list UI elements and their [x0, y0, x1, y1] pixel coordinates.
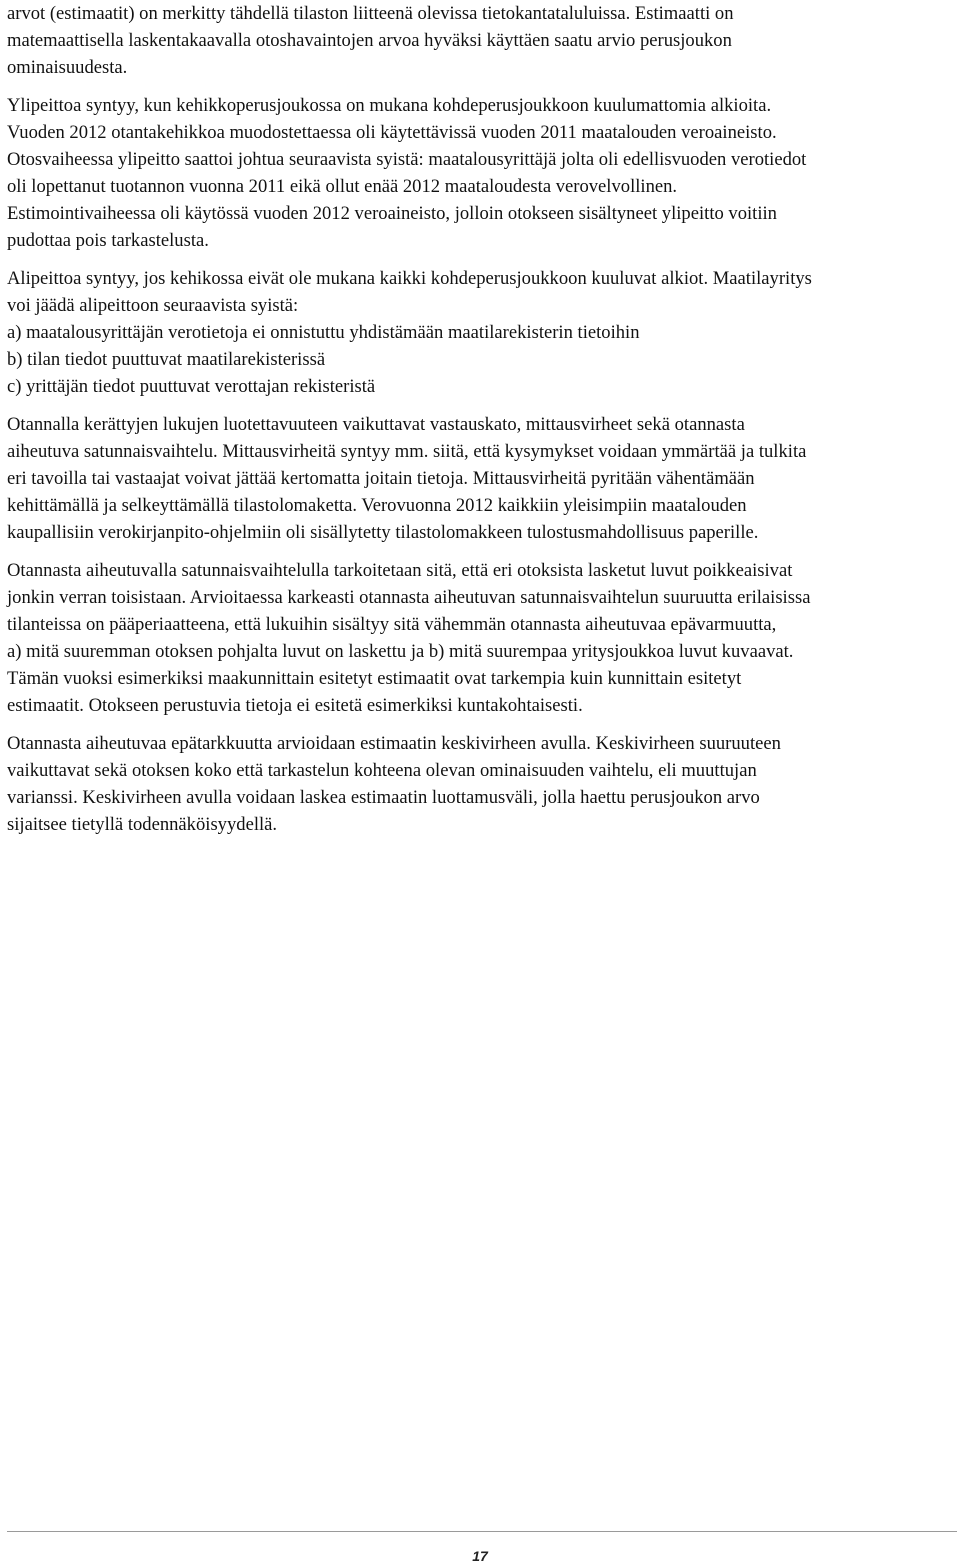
- footer-divider: [7, 1531, 957, 1532]
- paragraph-undercoverage: Alipeittoa syntyy, jos kehikossa eivät ole mukana kaikki kohdeperusjoukkoon kuuluvat alkiot. Maatilayritys voi jäädä alipeittoon seuraavista syistä: a) maatalousyrittäjän verotietoja ei onnistuttu yhdistämään maatilarekisterin tietoihin b) tilan tiedot puuttuvat maatilarekisterissä c) yrittäjän tiedot puuttuvat verottajan rekisteristä: [7, 268, 812, 397]
- document-body: [7, 0, 957, 849]
- paragraph-standard-error: Otannasta aiheutuvaa epätarkkuutta arvioidaan estimaatin keskivirheen avulla. Keskivirheen suuruuteen vaikuttavat sekä otoksen koko että tarkastelun kohteena olevan ominaisuuden vaihtelu, eli muuttujan varianssi. Keskivirheen avulla voidaan laskea estimaatin luottamusväli, jolla haettu perusjoukon arvo sijaitsee tietyllä todennäköisyydellä.: [7, 733, 781, 835]
- paragraph-overcoverage: Ylipeittoa syntyy, kun kehikkoperusjoukossa on mukana kohdeperusjoukkoon kuulumattomia alkioita. Vuoden 2012 otantakehikkoa muodostettaessa oli käytettävissä vuoden 2011 maatalouden veroaineisto. Otosvaiheessa ylipeitto saattoi johtua seuraavista syistä: maatalousyrittäjä jolta oli edellisvuoden verotiedot oli lopettanut tuotannon vuonna 2011 eikä ollut enää 2012 maataloudesta verovelvollinen. Estimointivaiheessa oli käytössä vuoden 2012 veroaineisto, jolloin otokseen sisältyneet ylipeitto voitiin pudottaa pois tarkastelusta.: [7, 95, 807, 251]
- paragraph-estimate-definition: arvot (estimaatit) on merkitty tähdellä tilaston liitteenä olevissa tietokantataluluissa. Estimaatti on matemaattisella laskentakaavalla otoshavaintojen arvoa hyväksi käyttäen saatu arvio perusjoukon ominaisuudesta.: [7, 3, 734, 78]
- paragraph-sampling-variation: Otannasta aiheutuvalla satunnaisvaihtelulla tarkoitetaan sitä, että eri otoksista lasketut luvut poikkeaisivat jonkin verran toisistaan. Arvioitaessa karkeasti otannasta aiheutuvan satunnaisvaihtelun suuruutta erilaisissa tilanteissa on pääperiaatteena, että lukuihin sisältyy sitä vähemmän otannasta aiheutuvaa epävarmuutta, a) mitä suuremman otoksen pohjalta luvut on laskettu ja b) mitä suurempaa yritysjoukkoa luvut kuvaavat. Tämän vuoksi esimerkiksi maakunnittain esitetyt estimaatit ovat tarkempia kuin kunnittain esitetyt estimaatit. Otokseen perustuvia tietoja ei esitetä esimerkiksi kuntakohtaisesti.: [7, 560, 811, 716]
- page-number: 17: [472, 1548, 488, 1564]
- paragraph-measurement-errors: Otannalla kerättyjen lukujen luotettavuuteen vaikuttavat vastauskato, mittausvirheet sekä otannasta aiheutuva satunnaisvaihtelu. Mittausvirheitä syntyy mm. siitä, että kysymykset voidaan ymmärtää ja tulkita eri tavoilla tai vastaajat voivat jättää kertomatta joitain tietoja. Mittausvirheitä pyritään vähentämään kehittämällä ja selkeyttämällä tilastolomaketta. Verovuonna 2012 kaikkiin yleisimpiin maatalouden kaupallisiin verokirjanpito-ohjelmiin oli sisällytetty tilastolomakkeen tulostusmahdollisuus paperille.: [7, 414, 807, 543]
